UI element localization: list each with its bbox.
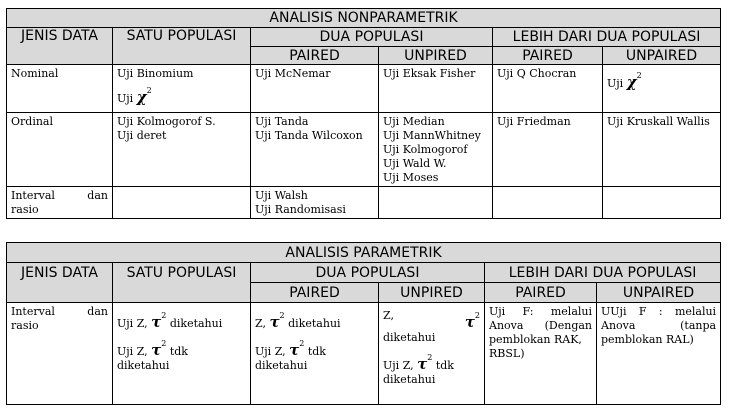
cell-lebih-paired: Uji Friedman bbox=[493, 113, 603, 187]
header-lebih-unpaired: UNPAIRED bbox=[597, 283, 721, 303]
table-row bbox=[7, 65, 721, 113]
cell-jenis: Interval dan rasio bbox=[7, 187, 113, 219]
header-lebih-populasi: LEBIH DARI DUA POPULASI bbox=[485, 263, 721, 283]
header-lebih-populasi: LEBIH DARI DUA POPULASI bbox=[493, 28, 721, 47]
header-dua-populasi: DUA POPULASI bbox=[251, 263, 485, 283]
cell-dua-paired: Uji Walsh Uji Randomisasi bbox=[251, 187, 379, 219]
table-row bbox=[7, 187, 721, 219]
cell-lebih-unpaired bbox=[603, 187, 721, 219]
cell-satu: Uji Kolmogorof S. Uji deret bbox=[113, 113, 251, 187]
cell-lebih-unpaired: UUji F : melalui Anova (tanpa pemblokan RAL) bbox=[597, 303, 721, 405]
cell-lebih-paired: Uji Q Chocran bbox=[493, 65, 603, 113]
cell-dua-unpaired bbox=[379, 187, 493, 219]
header-dua-unpaired: UNPIRED bbox=[379, 283, 485, 303]
header-satu-populasi: SATU POPULASI bbox=[113, 28, 251, 65]
cell-satu bbox=[113, 187, 251, 219]
header-lebih-unpaired: UNPAIRED bbox=[603, 47, 721, 65]
header-dua-paired: PAIRED bbox=[251, 283, 379, 303]
cell-lebih-paired: Uji F: melalui Anova (Dengan pemblokan RAK, RBSL) bbox=[485, 303, 597, 405]
header-lebih-paired: PAIRED bbox=[485, 283, 597, 303]
table-row bbox=[7, 113, 721, 187]
header-dua-paired: PAIRED bbox=[251, 47, 379, 65]
cell-dua-unpaired: Uji Median Uji MannWhitney Uji Kolmogorof Uji Wald W. Uji Moses bbox=[379, 113, 493, 187]
cell-lebih-unpaired: Uji Kruskall Wallis bbox=[603, 113, 721, 187]
cell-lebih-paired bbox=[493, 187, 603, 219]
cell-dua-unpaired: Z, $\tau^2$ diketahui Uji Z, $\tau^2$ tdk diketahui bbox=[379, 303, 485, 405]
cell-satu: Uji Z, $\tau^2$ diketahui Uji Z, $\tau^2$ tdk diketahui bbox=[113, 303, 251, 405]
header-jenis-data: JENIS DATA bbox=[7, 28, 113, 65]
header-dua-unpaired: UNPIRED bbox=[379, 47, 493, 65]
cell-dua-unpaired: Uji Eksak Fisher bbox=[379, 65, 493, 113]
header-jenis-data: JENIS DATA bbox=[7, 263, 113, 303]
cell-jenis: Nominal bbox=[7, 65, 113, 113]
parametric-title: ANALISIS PARAMETRIK bbox=[7, 243, 721, 263]
cell-jenis: Interval dan rasio bbox=[7, 303, 113, 405]
table-row bbox=[7, 303, 721, 405]
nonparametric-table bbox=[6, 8, 721, 219]
cell-dua-paired: Z, $\tau^2$ diketahui Uji Z, $\tau^2$ tdk diketahui bbox=[251, 303, 379, 405]
cell-lebih-unpaired: Uji $\chi^2$ bbox=[603, 65, 721, 113]
nonparametric-title: ANALISIS NONPARAMETRIK bbox=[7, 9, 721, 28]
cell-dua-paired: Uji McNemar bbox=[251, 65, 379, 113]
cell-jenis: Ordinal bbox=[7, 113, 113, 187]
header-satu-populasi: SATU POPULASI bbox=[113, 263, 251, 303]
cell-dua-paired: Uji Tanda Uji Tanda Wilcoxon bbox=[251, 113, 379, 187]
cell-satu: Uji Binomium Uji $\chi^2$ bbox=[113, 65, 251, 113]
header-dua-populasi: DUA POPULASI bbox=[251, 28, 493, 47]
parametric-table bbox=[6, 242, 721, 405]
header-lebih-paired: PAIRED bbox=[493, 47, 603, 65]
